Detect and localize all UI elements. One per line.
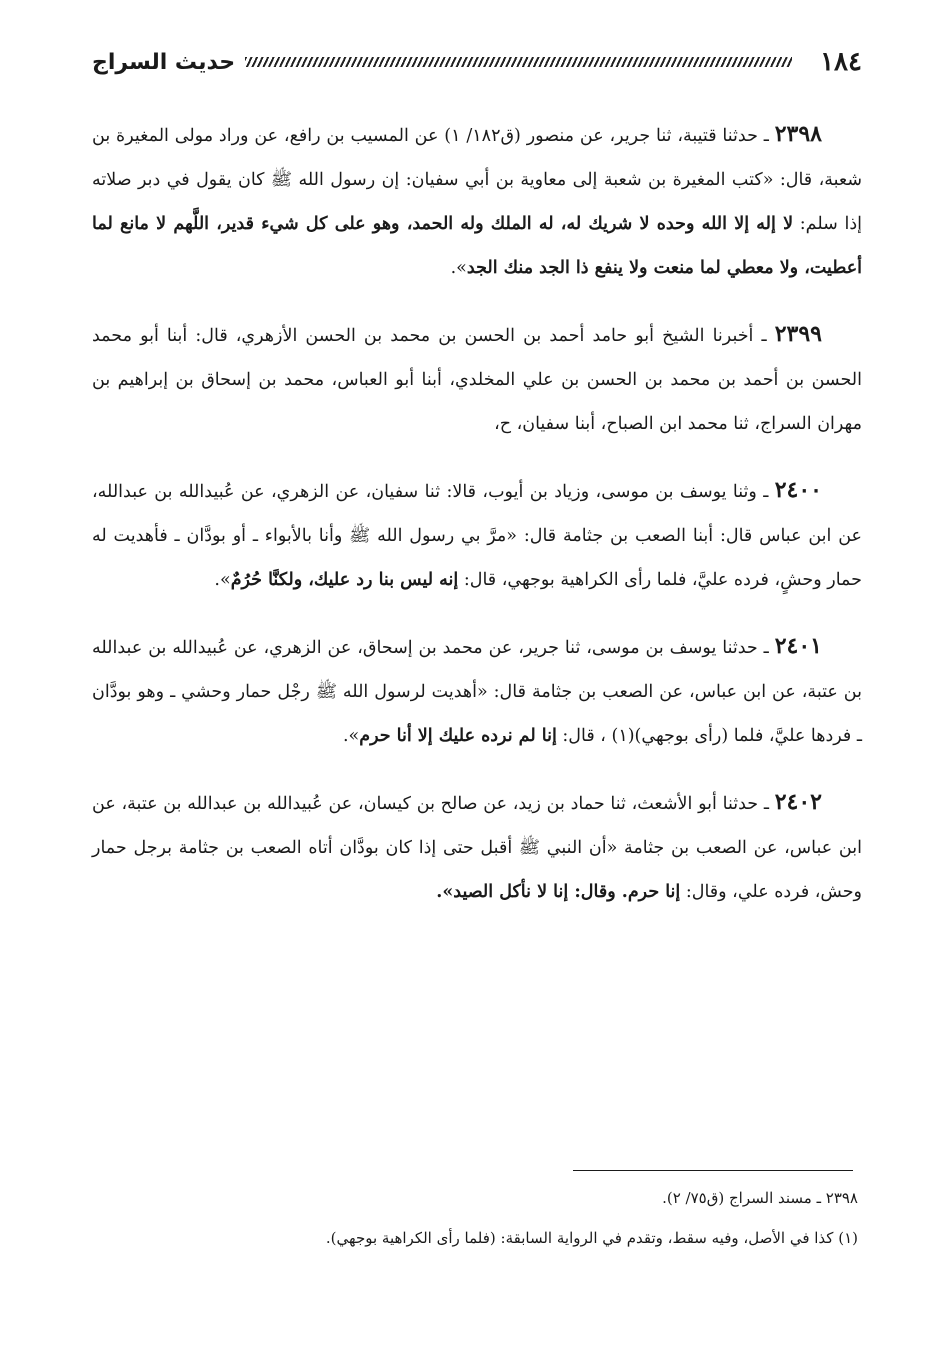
hadith-paragraph (92, 312, 862, 446)
hadith-number: ٢٤٠٢ (774, 789, 822, 815)
hadith-matn: لا إله إلا الله وحده لا شريك له، له الملك وله الحمد، وهو على كل شيء قدير، اللَّهم لا مانع لما أعطيت، ولا معطي لما منعت ولا ينفع ذا الجد منك الجد (92, 214, 862, 278)
header-rule (245, 57, 792, 67)
hadith-number: ٢٤٠١ (774, 633, 822, 659)
hadith-number: ٢٣٩٩ (774, 321, 822, 347)
footnote: (١) كذا في الأصل، وفيه سقط، وتقدم في الرواية السابقة: (فلما رأى الكراهية بوجهي). (325, 1229, 858, 1247)
hadith-tail: ». (214, 570, 231, 590)
hadith-paragraph (92, 468, 862, 602)
footnote-divider (573, 1170, 853, 1171)
footnote: ٢٣٩٨ ـ مسند السراج (ق٧٥/ ٢). (662, 1189, 858, 1207)
hadith-number: ٢٤٠٠ (774, 477, 822, 503)
hadith-tail: ». (342, 726, 360, 746)
hadith-matn: إنا لم نرده عليك إلا أنا حرم (359, 726, 557, 746)
main-text (92, 112, 862, 936)
hadith-text: ـ أخبرنا الشيخ أبو حامد أحمد بن الحسن بن محمد بن الحسن الأزهري، قال: أبنا أبو محمد الحسن بن أحمد بن محمد بن الحسن بن علي المخلدي، أبنا أبو العباس، محمد بن إسحاق بن إبراهيم بن مهران السراج، ثنا محمد ابن الصباح، أبنا سفيان، ح، (92, 326, 862, 434)
running-title: حديث السراج (92, 49, 236, 75)
hadith-text: ـ وثنا يوسف بن موسى، وزياد بن أيوب، قالا: ثنا سفيان، عن الزهري، عن عُبيدالله بن عبدالله، عن ابن عباس قال: أبنا الصعب بن جثامة قال: «مرَّ بي رسول الله ﷺ وأنا بالأبواء ـ أو بودَّان ـ فأهديت له حمار وحشٍ، فرده عليَّ، فلما رأى الكراهية بوجهي، قال: (92, 482, 862, 590)
hadith-text: ـ حدثنا قتيبة، ثنا جرير، عن منصور (ق١٨٢/ ١) عن المسيب بن رافع، عن وراد مولى المغيرة بن شعبة، قال: «كتب المغيرة بن شعبة إلى معاوية بن أبي سفيان: إن رسول الله ﷺ كان يقول في دبر صلاته إذا سلم: (92, 126, 862, 234)
hadith-matn: إنه ليس بنا رد عليك، ولكنَّا حُرُمٌ (230, 570, 459, 590)
hadith-number: ٢٣٩٨ (774, 121, 822, 147)
hadith-text: ـ حدثنا يوسف بن موسى، ثنا جرير، عن محمد بن إسحاق، عن الزهري، عن عُبيدالله بن عبدالله بن عتبة، عن ابن عباس، عن الصعب بن جثامة قال: «أهديت لرسول الله ﷺ رجْل حمار وحشي ـ وهو بودَّان ـ فردها عليَّ، فلما (رأى بوجهي)(١) ، قال: (92, 638, 862, 746)
footnotes (92, 1178, 858, 1258)
hadith-text: ـ حدثنا أبو الأشعث، ثنا حماد بن زيد، عن صالح بن كيسان، عن عُبيدالله بن عبدالله بن عتبة، عن ابن عباس، عن الصعب بن جثامة «أن النبي ﷺ أقبل حتى إذا كان بودَّان أتاه الصعب بن جثامة برجل حمار وحش، فرده علي، وقال: (92, 794, 862, 902)
hadith-tail: . وقال: إنا لا نأكل الصيد». (436, 882, 628, 902)
hadith-paragraph (92, 624, 862, 758)
hadith-matn: إنا حرم (627, 882, 681, 902)
hadith-paragraph (92, 780, 862, 914)
page-number: ١٨٤ (820, 47, 862, 77)
hadith-tail: ». (450, 258, 467, 278)
hadith-paragraph (92, 112, 862, 290)
page-header (92, 42, 862, 82)
